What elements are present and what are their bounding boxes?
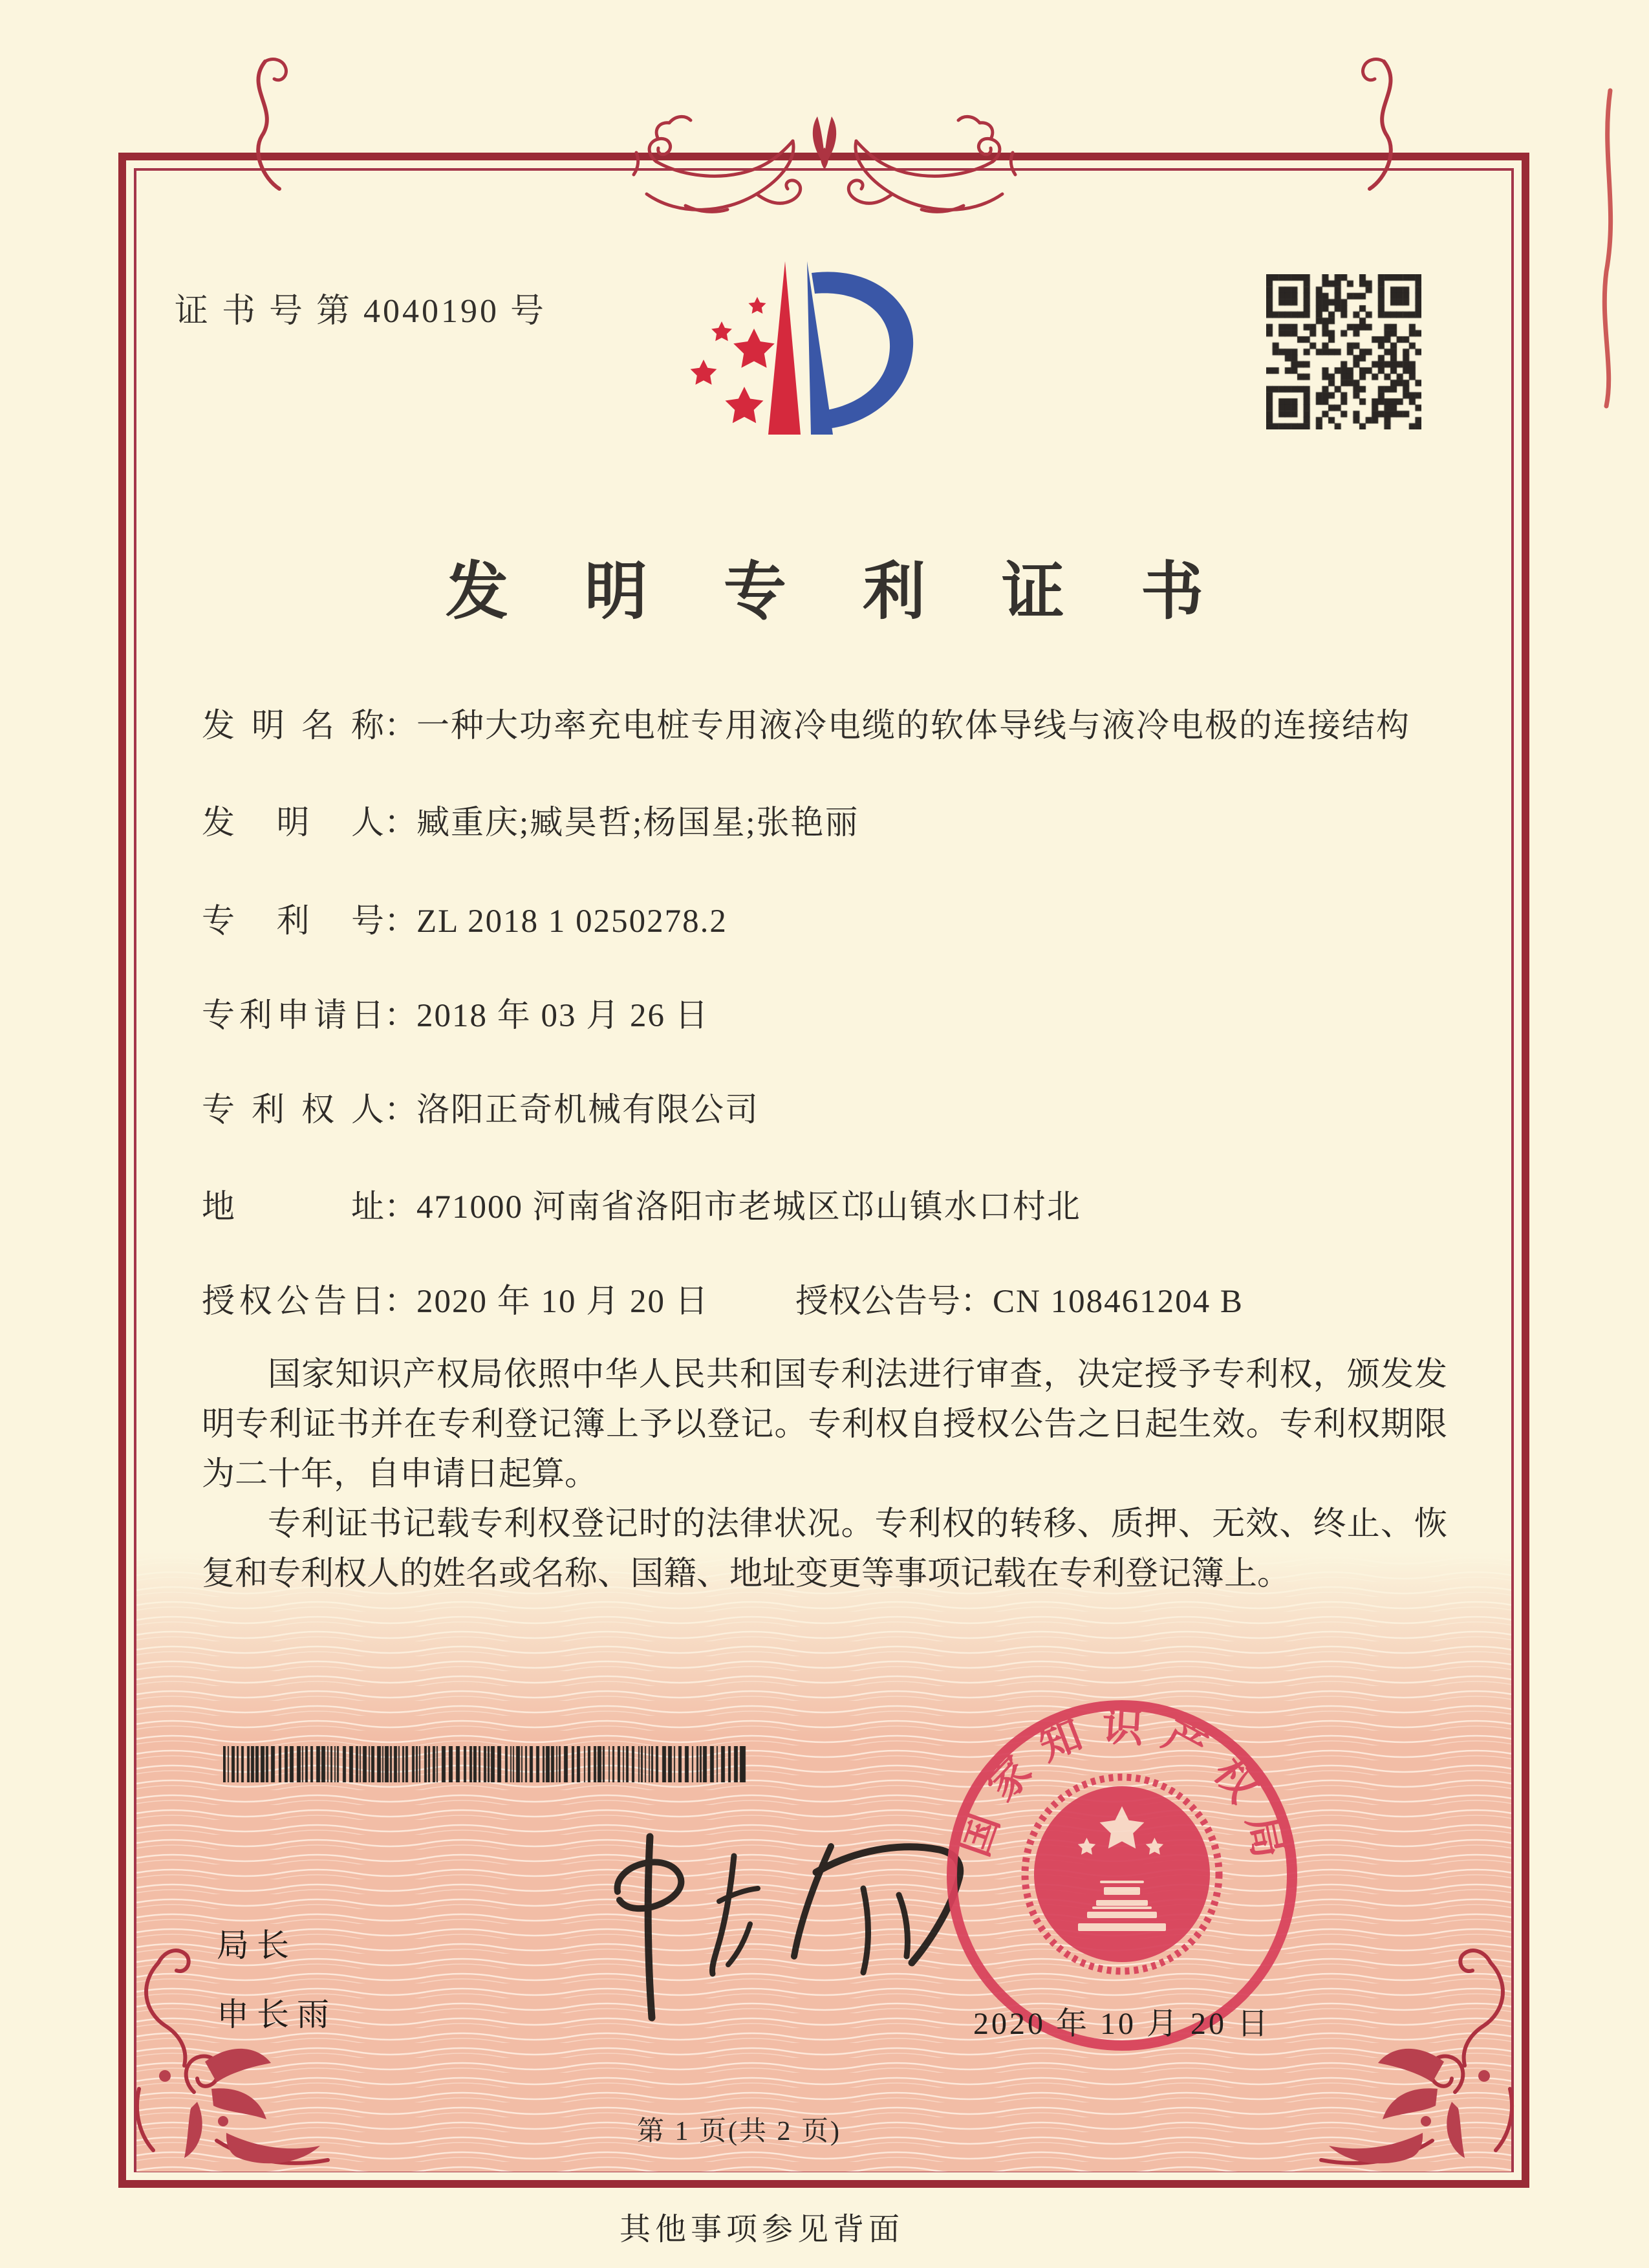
- field-row-address: 地址：471000 河南省洛阳市老城区邙山镇水口村北: [202, 1186, 1447, 1229]
- field-value: 2018 年 03 月 26 日: [416, 998, 709, 1034]
- field-label: 发明名称: [202, 708, 384, 744]
- page-title: 发明专利证书: [446, 557, 1280, 627]
- director-name: 申长雨: [217, 1996, 337, 2033]
- grant-number-group: 授权公告号：CN 108461204 B: [795, 1280, 1244, 1323]
- field-row-inventors: 发明人：臧重庆;臧昊哲;杨国星;张艳丽: [202, 802, 1447, 845]
- page-indicator: 第 1 页(共 2 页): [637, 2117, 841, 2146]
- barcode: [223, 1746, 747, 1782]
- seal-text: 国家知识产权局: [950, 1703, 1296, 1879]
- field-row-filing-date: 专利申请日：2018 年 03 月 26 日: [202, 995, 1447, 1037]
- field-value: 臧重庆;臧昊哲;杨国星;张艳丽: [416, 805, 859, 841]
- reverse-side-note: 其他事项参见背面: [620, 2212, 905, 2247]
- legal-paragraph-2: 专利证书记载专利权登记时的法律状况。专利权的转移、质押、无效、终止、恢复和专利权人的姓名或名称、国籍、地址变更等事项记载在专利登记簿上。: [202, 1506, 1447, 1592]
- qr-code: [1266, 274, 1421, 429]
- logo-stars: [691, 297, 775, 423]
- field-row-patentee: 专利权人：洛阳正奇机械有限公司: [202, 1089, 1447, 1132]
- field-value: 一种大功率充电桩专用液冷电缆的软体导线与液冷电极的连接结构: [416, 708, 1411, 744]
- scan-ink-mark: [1592, 84, 1628, 414]
- legal-text-block: [202, 1350, 1447, 1599]
- field-label: 专利申请日: [202, 998, 384, 1034]
- director-title: 局长: [217, 1927, 297, 1963]
- field-value: 471000 河南省洛阳市老城区邙山镇水口村北: [416, 1189, 1081, 1226]
- field-row-invention-name: 发明名称：一种大功率充电桩专用液冷电缆的软体导线与液冷电极的连接结构: [202, 705, 1447, 748]
- legal-paragraph-1: 国家知识产权局依照中华人民共和国专利法进行审查，决定授予专利权，颁发发明专利证书并在专利登记簿上予以登记。专利权自授权公告之日起生效。专利权期限为二十年，自申请日起算。: [202, 1357, 1447, 1493]
- certificate-number: 证 书 号 第 4040190 号: [175, 293, 547, 330]
- field-label: 专利号: [202, 903, 384, 940]
- field-label: 专利权人: [202, 1092, 384, 1129]
- grant-date-label: 授权公告日: [202, 1284, 384, 1320]
- field-value: 洛阳正奇机械有限公司: [416, 1092, 760, 1129]
- field-value: ZL 2018 1 0250278.2: [416, 903, 727, 940]
- cnipa-logo: [678, 256, 923, 445]
- field-label: 地址: [202, 1189, 384, 1226]
- signature-handwriting: [537, 1811, 1002, 2037]
- logo-red-wedge: [768, 261, 801, 435]
- seal-date: 2020 年 10 月 20 日: [973, 2007, 1271, 2041]
- field-row-grant: 授权公告日：2020 年 10 月 20 日 授权公告号：CN 108461204 B: [202, 1280, 1447, 1323]
- national-emblem: [1025, 1777, 1219, 1971]
- field-label: 发明人: [202, 805, 384, 841]
- field-row-patent-number: 专利号：ZL 2018 1 0250278.2: [202, 900, 1447, 943]
- grant-number-label: 授权公告号: [795, 1284, 961, 1320]
- grant-number-value: CN 108461204 B: [993, 1284, 1244, 1320]
- grant-date-value: 2020 年 10 月 20 日: [416, 1284, 709, 1320]
